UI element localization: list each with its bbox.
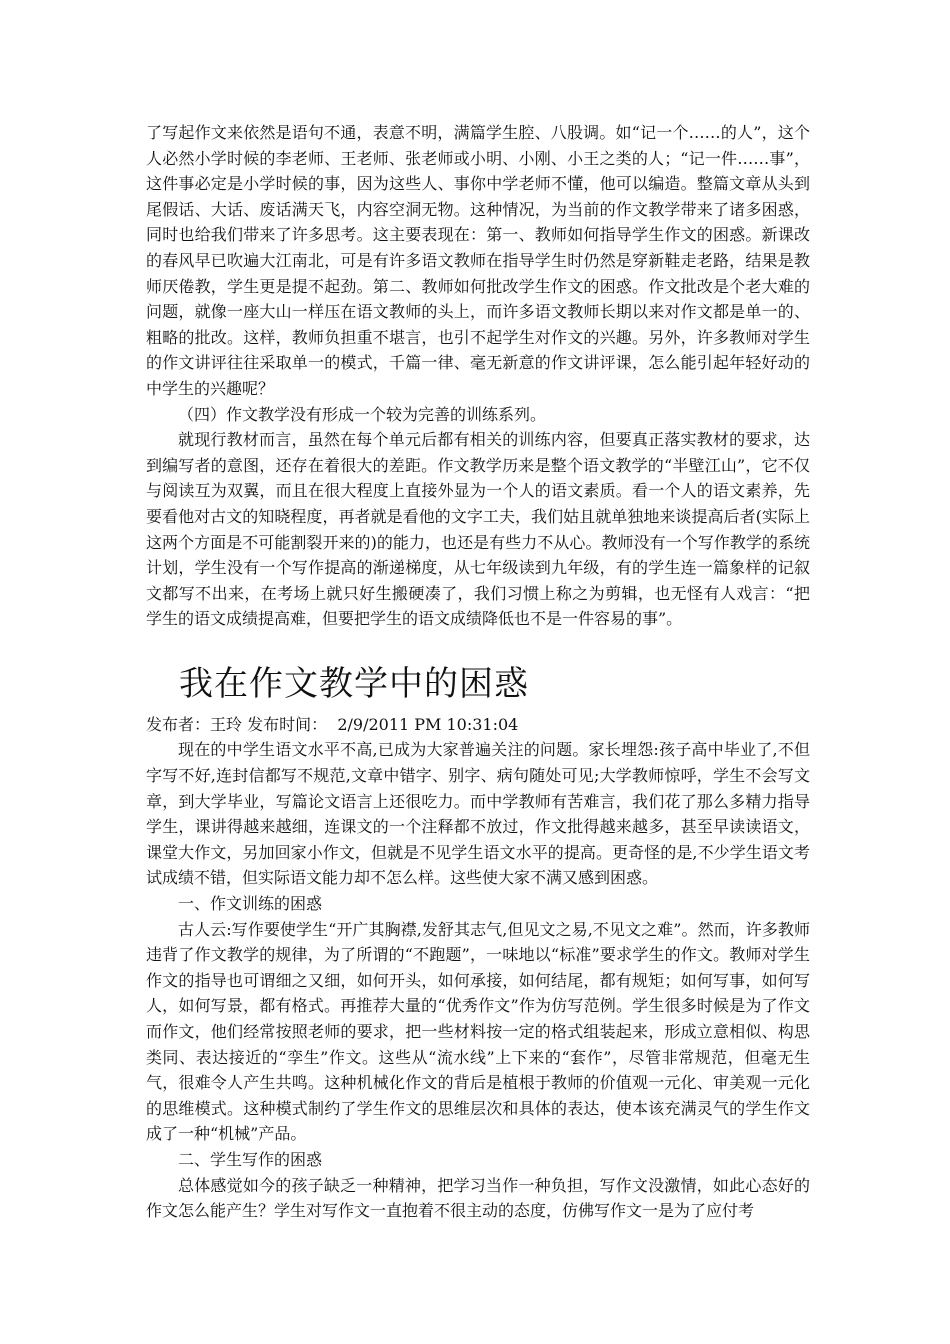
article-title: 我在作文教学中的困惑 (179, 663, 529, 704)
publisher-label: 发布者： (146, 714, 211, 734)
section-1-body: 古人云:写作要使学生“开广其胸襟,发舒其志气,但见文之易,不见文之难”。然而，许多教师违背了作文教学的规律，为了所谓的“不跑题”，一味地以“标准”要求学生的作文。教师对学生作文的指导也可谓细之又细，如何开头，如何承接，如何结尾，都有规矩；如何写事，如何写人，如何写景，都有格式。再推荐大量的“优秀作文”作为仿写范例。学生很多时候是为了作文而作文，他们经常按照老师的要求，把一些材料按一定的格式组装起来，形成立意相似、构思类同、表达接近的“孪生”作文。这些从“流水线”上下来的“套作”，尽管非常规范，但毫无生气，很难令人产生共鸣。这种机械化作文的背后是植根于教师的价值观一元化、审美观一元化的思维模式。这种模式制约了学生作文的思维层次和具体的表达，使本该充满灵气的学生作文成了一种“机械”产品。 (146, 919, 810, 1144)
article-meta (146, 712, 810, 738)
publish-time: 2/9/2011 PM 10:31:04 (337, 714, 519, 734)
document-page (146, 120, 810, 1224)
section-heading-4: （四）作文教学没有形成一个较为完善的训练系列。 (178, 404, 547, 424)
paragraph-curriculum: 就现行教材而言，虽然在每个单元后都有相关的训练内容，但要真正落实教材的要求，达到编写者的意图，还存在着很大的差距。作文教学历来是整个语文教学的“半壁江山”，它不仅与阅读互为双翼，而且在很大程度上直接外显为一个人的语文素质。看一个人的语文素养，先要看他对古文的知晓程度，再者就是看他的文字工夫，我们姑且就单独地来谈提高后者(实际上这两个方面是不可能割裂开来的)的能力，也还是有些力不从心。教师没有一个写作教学的系统计划，学生没有一个写作提高的渐递梯度，从七年级读到九年级，有的学生连一篇象样的记叙文都写不出来，在考场上就只好生搬硬凑了，我们习惯上称之为剪辑，也无怪有人戏言：“把学生的语文成绩提高难，但要把学生的语文成绩降低也不是一件容易的事”。 (146, 430, 810, 629)
section-2-body: 总体感觉如今的孩子缺乏一种精神，把学习当作一种负担，写作文没激情，如此心态好的作文怎么能产生？学生对写作文一直抱着不很主动的态度，仿佛写作文一是为了应付考 (146, 1175, 810, 1221)
publisher-name: 王玲 (210, 714, 243, 734)
section-1-heading: 一、作文训练的困惑 (178, 894, 323, 914)
section-2-heading: 二、学生写作的困惑 (178, 1149, 323, 1169)
publish-time-label: 发布时间： (247, 714, 328, 734)
article-intro: 现在的中学生语文水平不高,已成为大家普遍关注的问题。家长埋怨:孩子高中毕业了,不但字写不好,连封信都写不规范,文章中错字、别字、病句随处可见;大学教师惊呼，学生不会写文章，到大学毕业，写篇论文语言上还很吃力。而中学教师有苦难言，我们花了那么多精力指导学生，课讲得越来越细，连课文的一个注释都不放过，作文批得越来越多，甚至早读读语文，课堂大作文，另加回家小作文，但就是不见学生语文水平的提高。更奇怪的是,不少学生语文考试成绩不错，但实际语文能力却不怎么样。这些使大家不满又感到困惑。 (146, 740, 810, 888)
paragraph-continued: 了写起作文来依然是语句不通，表意不明，满篇学生腔、八股调。如“记一个……的人”，这个人必然小学时候的李老师、王老师、张老师或小明、小刚、小王之类的人；“记一件……事”，这件事必定是小学时候的事，因为这些人、事你中学老师不懂，他可以编造。整篇文章从头到尾假话、大话、废话满天飞，内容空洞无物。这种情况，为当前的作文教学带来了诸多困惑，同时也给我们带来了许多思考。这主要表现在：第一、教师如何指导学生作文的困惑。新课改的春风早已吹遍大江南北，可是有许多语文教师在指导学生时仍然是穿新鞋走老路，结果是教师厌倦教，学生更是提不起劲。第二、教师如何批改学生作文的困惑。作文批改是个老大难的问题，就像一座大山一样压在语文教师的头上，而许多语文教师长期以来对作文都是单一的、粗略的批改。这样，教师负担重不堪言，也引不起学生对作文的兴趣。另外，许多教师对学生的作文讲评往往采取单一的模式，千篇一律、毫无新意的作文讲评课，怎么能引起年轻好动的中学生的兴趣呢？ (146, 123, 810, 398)
